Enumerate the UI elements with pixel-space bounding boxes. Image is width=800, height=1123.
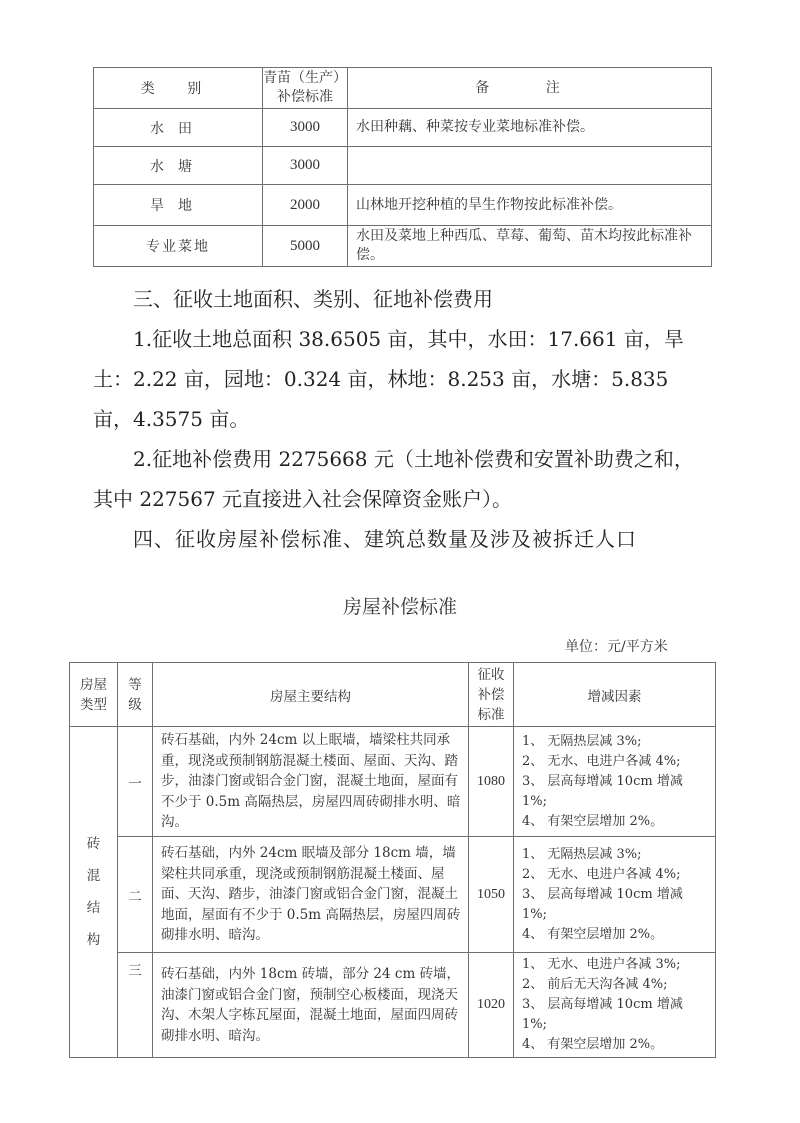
table-row	[70, 953, 716, 1058]
standard-cell: 2000	[263, 185, 348, 226]
factor-item: 3、 层高每增减 10cm 增减 1%;	[522, 886, 683, 922]
standard-cell: 5000	[263, 226, 348, 267]
section4-heading: 四、征收房屋补偿标准、建筑总数量及涉及被拆迁人口	[133, 527, 637, 551]
header-standard-line3: 标准	[477, 706, 505, 723]
factor-item: 1、 无水、电进户各减 3%;	[522, 957, 681, 972]
structure-cell: 砖石基础，内外 18cm 砖墙，部分 24 cm 砖墙，油漆门窗或铝合金门窗，预制空心板楼面，现浇天沟、木架人字栋瓦屋面，混凝土地面，屋面四周砖砌排水明、暗沟。	[153, 953, 469, 1058]
section3-heading: 三、征收土地面积、类别、征地补偿费用	[133, 287, 493, 311]
standard-cell: 1020	[469, 953, 514, 1058]
header-standard-line1: 征收	[477, 666, 505, 683]
table-row	[70, 837, 716, 953]
factors-cell	[514, 837, 716, 953]
header-category: 类 别	[94, 68, 263, 109]
header-grade	[118, 663, 153, 727]
standard-cell: 1050	[469, 837, 514, 953]
header-standard	[469, 663, 514, 727]
standard-cell: 3000	[263, 147, 348, 185]
structure-cell: 砖石基础，内外 24cm 以上眠墙，墙梁柱共同承重，现浇或预制钢筋混凝土楼面、屋面、天沟、踏步，油漆门窗或铝合金门窗，混凝土地面，屋面有不少于 0.5m 高隔热层，房屋四周砖砌排水明、暗沟。	[153, 727, 469, 837]
green-crop-compensation-table	[93, 67, 712, 267]
factor-item: 2、 无水、电进户各减 4%;	[522, 753, 681, 769]
remarks-cell	[348, 147, 712, 185]
factors-cell	[514, 727, 716, 837]
header-house-type	[70, 663, 118, 727]
factors-cell	[514, 953, 716, 1058]
factor-item: 4、 有架空层增加 2%。	[522, 1037, 664, 1052]
category-cell: 水田	[94, 109, 263, 147]
header-standard-line1: 青苗（生产）	[263, 70, 347, 86]
category-cell: 水塘	[94, 147, 263, 185]
structure-cell: 砖石基础，内外 24cm 眠墙及部分 18cm 墙，墙梁柱共同承重，现浇或预制钢筋混凝土楼面、屋面、天沟、踏步，油漆门窗或铝合金门窗，混凝土地面，屋面有不少于 0.5m 高隔热层，房屋四周砖砌排水明、暗沟。	[153, 837, 469, 953]
header-house-type-line1: 房屋	[80, 676, 107, 693]
table-row	[94, 147, 712, 185]
house-type-char: 混	[86, 868, 101, 884]
standard-cell: 3000	[263, 109, 348, 147]
header-structure: 房屋主要结构	[153, 663, 469, 727]
table-row	[70, 727, 716, 837]
header-factors: 增减因素	[514, 663, 716, 727]
category-cell: 专业菜地	[94, 226, 263, 267]
house-type-char: 结	[86, 900, 101, 916]
grade-cell: 三	[118, 953, 153, 1058]
table-row	[94, 185, 712, 226]
house-type-cell	[70, 727, 118, 1058]
table-row	[94, 109, 712, 147]
factor-item: 3、 层高每增减 10cm 增减 1%;	[522, 773, 683, 809]
table-row	[94, 226, 712, 267]
house-type-char: 砖	[86, 836, 101, 852]
factor-item: 1、 无隔热层减 3%;	[522, 846, 642, 862]
remarks-cell: 山林地开挖种植的旱生作物按此标准补偿。	[348, 185, 712, 226]
header-grade-line2: 级	[128, 696, 142, 713]
remarks-cell: 水田及菜地上种西瓜、草莓、葡萄、苗木均按此标准补偿。	[348, 226, 712, 267]
house-table-title: 房屋补偿标准	[342, 596, 457, 618]
factor-item: 4、 有架空层增加 2%。	[522, 813, 664, 829]
header-standard-line2: 补偿标准	[277, 89, 333, 105]
factor-item: 2、 前后无天沟各减 4%;	[522, 977, 668, 992]
unit-label: 单位：元/平方米	[565, 639, 668, 655]
factor-item: 1、 无隔热层减 3%;	[522, 733, 642, 749]
table-header-row	[94, 68, 712, 109]
house-compensation-table	[69, 662, 716, 1058]
header-remarks: 备 注	[348, 68, 712, 109]
factor-item: 4、 有架空层增加 2%。	[522, 926, 664, 942]
header-grade-line1: 等	[128, 676, 142, 693]
remarks-cell: 水田种藕、种菜按专业菜地标准补偿。	[348, 109, 712, 147]
grade-cell: 一	[118, 727, 153, 837]
header-standard-line2: 补偿	[477, 686, 505, 703]
factor-item: 2、 无水、电进户各减 4%;	[522, 866, 681, 882]
header-standard	[263, 68, 348, 109]
section3-paragraph-2: 2.征地补偿费用 2275668 元（土地补偿费和安置补助费之和，其中 227567 元直接进入社会保障资金账户）。	[93, 447, 694, 511]
category-cell: 旱地	[94, 185, 263, 226]
factor-item: 3、 层高每增减 10cm 增减 1%;	[522, 997, 683, 1032]
house-type-char: 构	[86, 932, 101, 948]
section3-paragraph-1: 1.征收土地总面积 38.6505 亩，其中，水田：17.661 亩，旱土：2.22 亩，园地：0.324 亩，林地：8.253 亩，水塘：5.835 亩，4.3575 亩。	[93, 327, 684, 431]
standard-cell: 1080	[469, 727, 514, 837]
grade-cell: 二	[118, 837, 153, 953]
header-house-type-line2: 类型	[80, 696, 107, 713]
table-header-row	[70, 663, 716, 727]
